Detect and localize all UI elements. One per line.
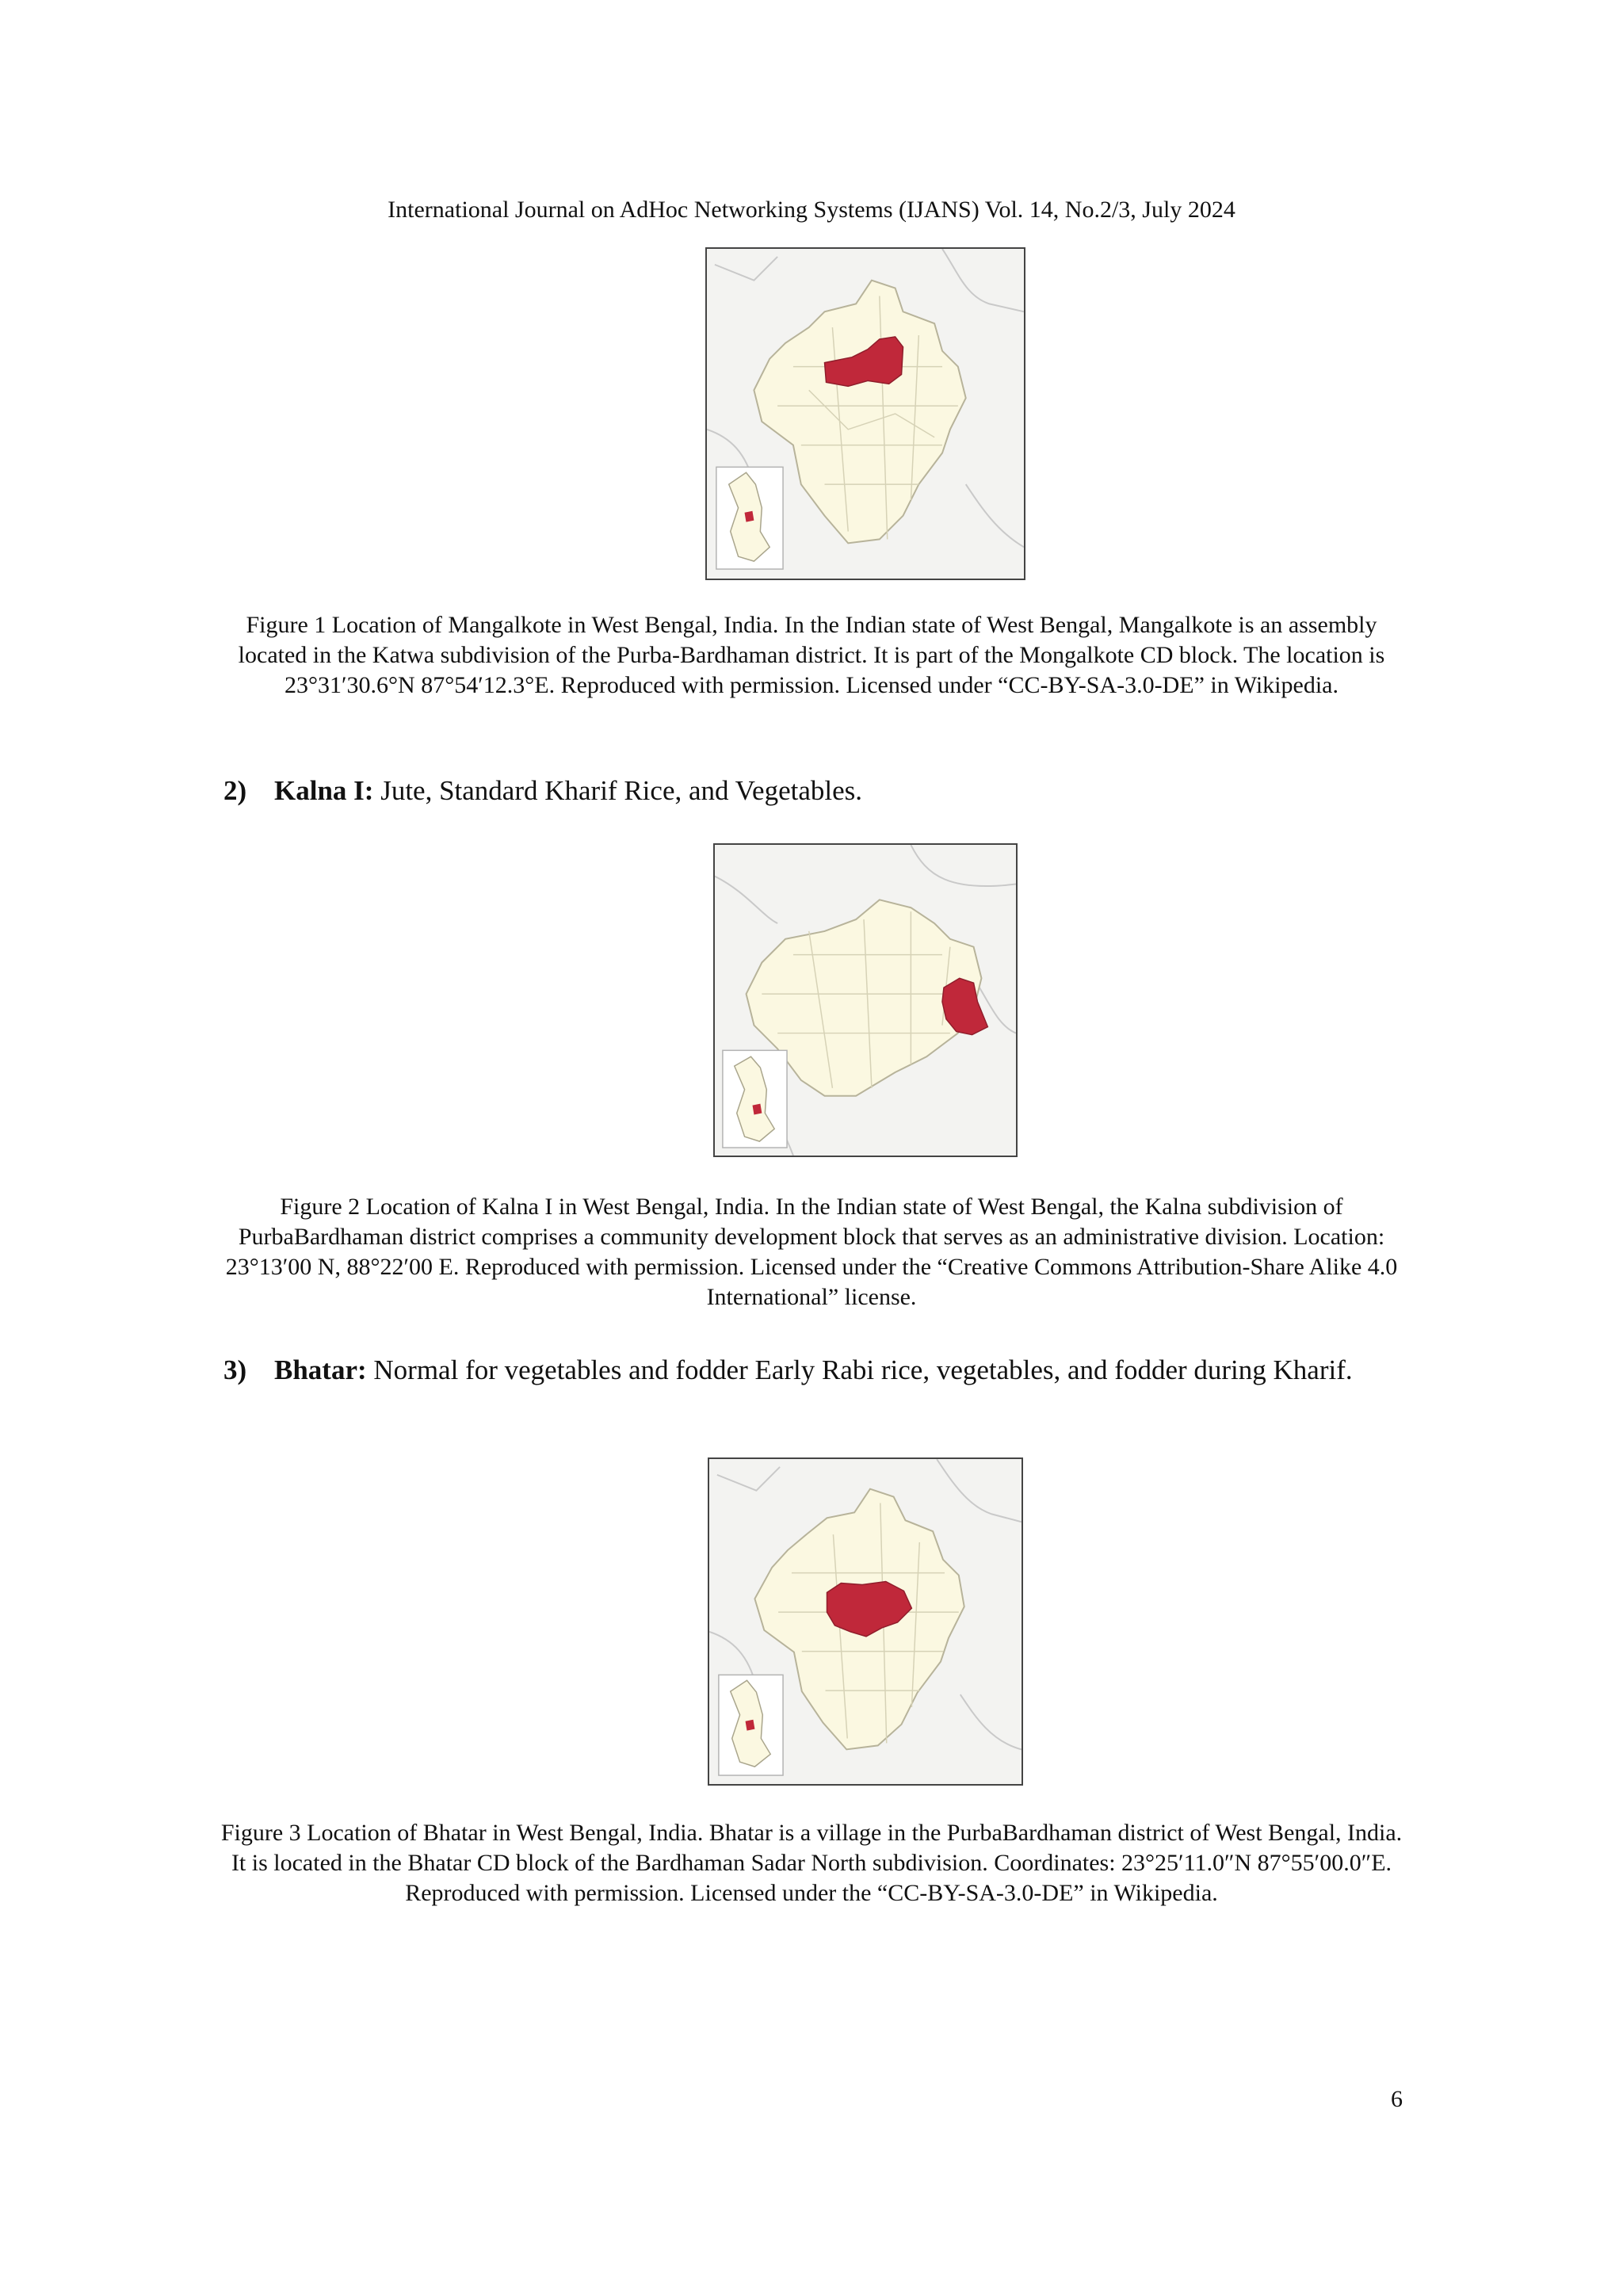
map-bhatar [709,1459,1022,1784]
list-item-2 [223,774,1407,808]
list-item-number: 2) [223,775,247,806]
figure-2-caption: Figure 2 Location of Kalna I in West Bengal, India. In the Indian state of West Bengal, the Kalna subdivision of PurbaBardhaman district comprises a community development block that serves as an administrative division. Location: 23°13′00 N, 88°22′00 E. Reproduced with permission. Licensed under the “Creative Commons Attribution-Share Alike 4.0 International” license. [225,1194,1398,1310]
figure-1-caption: Figure 1 Location of Mangalkote in West Bengal, India. In the Indian state of West Bengal, Mangalkote is an assembly located in the Katwa subdivision of the Purba-Bardhaman district. It is part of the Mongalkote CD block. The location is 23°31′30.6°N 87°54′12.3°E. Reproduced with permission. Licensed under “CC-BY-SA-3.0-DE” in Wikipedia. [238,612,1385,698]
map-kalna-i [715,845,1016,1156]
figure-1-map [705,247,1025,580]
list-item-term: Bhatar: [274,1354,367,1385]
list-item-text: Normal for vegetables and fodder Early Rabi rice, vegetables, and fodder during Kharif. [366,1354,1353,1385]
inset-map [723,1050,787,1148]
map-mangalkote [707,249,1024,579]
list-item-3 [223,1353,1407,1388]
inset-map [716,467,783,569]
list-item-number: 3) [223,1354,247,1385]
list-item-term: Kalna I: [274,775,374,806]
figure-2-map [713,843,1018,1157]
figure-3-caption: Figure 3 Location of Bhatar in West Bengal, India. Bhatar is a village in the PurbaBardhaman district of West Bengal, India. It is located in the Bhatar CD block of the Bardhaman Sadar North subdivision. Coordinates: 23°25′11.0″N 87°55′00.0″E. Reproduced with permission. Licensed under the “CC-BY-SA-3.0-DE” in Wikipedia. [220,1820,1403,1906]
list-item-text: Jute, Standard Kharif Rice, and Vegetables. [373,775,862,806]
list-item-body [274,1353,1407,1388]
figure-3-map [708,1457,1023,1786]
page-number: 6 [1391,2086,1403,2112]
list-item-body [274,774,1407,808]
running-header: International Journal on AdHoc Networking Systems (IJANS) Vol. 14, No.2/3, July 2024 [388,197,1235,223]
inset-map [719,1675,783,1775]
